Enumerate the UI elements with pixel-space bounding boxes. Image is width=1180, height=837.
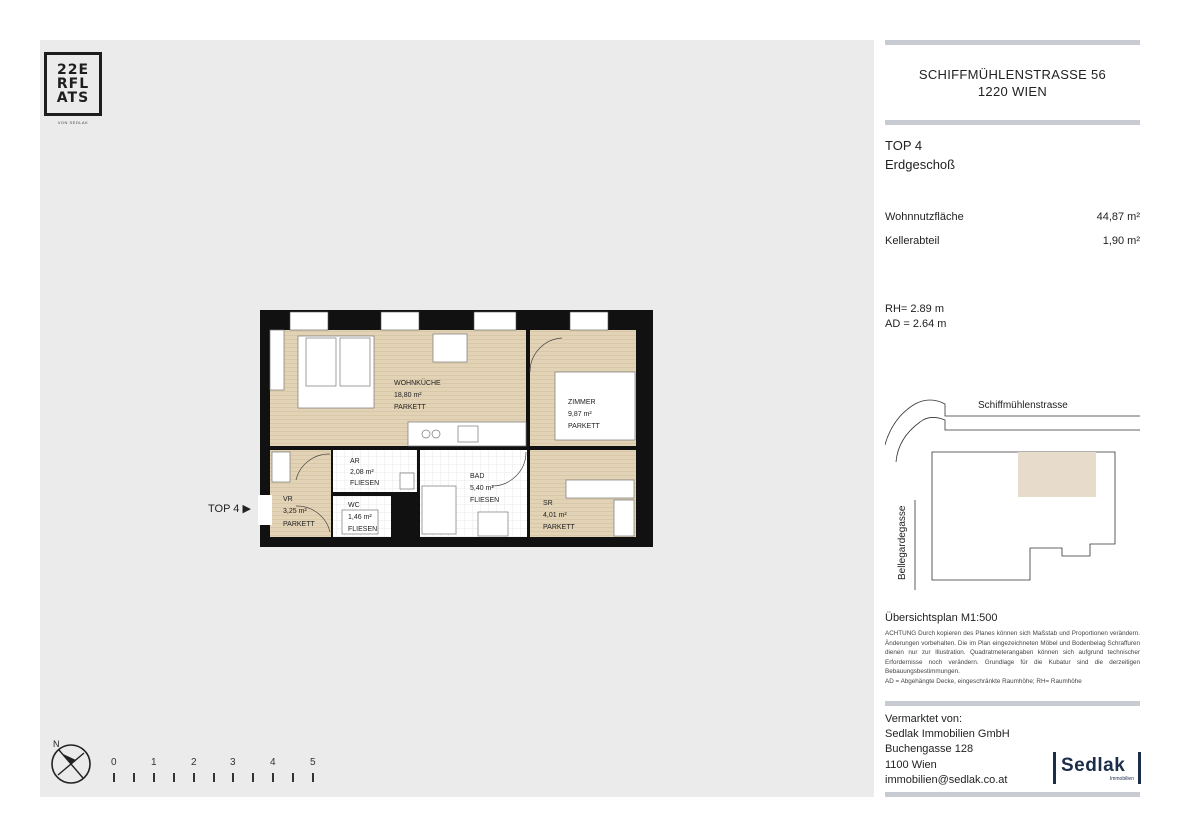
project-logo (44, 52, 102, 116)
address-block (885, 66, 1140, 100)
scale-label-3: 3 (230, 757, 236, 768)
scale-label-0: 0 (111, 757, 117, 768)
street-label-top: Schiffmühlenstrasse (978, 400, 1068, 411)
room-floor-vr: PARKETT (283, 521, 315, 528)
contact-company: Sedlak Immobilien GmbH (885, 728, 1010, 741)
divider-bottom (885, 792, 1140, 797)
room-floor-bad: FLIESEN (470, 497, 500, 504)
unit-title (885, 136, 955, 174)
room-area-sr: 4,01 m² (543, 512, 567, 519)
entrance-opening (258, 495, 272, 525)
contact-city: 1100 Wien (885, 758, 937, 771)
scale-label-1: 1 (151, 757, 157, 768)
logo-line-1: 22E (56, 62, 90, 78)
disclaimer-note: AD = Abgehängte Decke, eingeschränkte Raumhöhe; RH= Raumhöhe (885, 677, 1082, 685)
info-column (885, 40, 1140, 797)
site-plan-title: Übersichtsplan M1:500 (885, 612, 998, 624)
brand-bar-right (1138, 752, 1141, 784)
divider-top (885, 40, 1140, 45)
room-area-bad: 5,40 m² (470, 485, 494, 492)
room-label-wc: WC (348, 502, 360, 509)
room-floor-sr: PARKETT (543, 524, 575, 531)
room-height-ad: AD = 2.64 m (885, 318, 947, 330)
street-label-left: Bellegardegasse (897, 505, 908, 580)
contact-block (885, 712, 1010, 788)
area-value: 44,87 m² (1096, 211, 1140, 223)
contact-street: Buchengasse 128 (885, 743, 974, 756)
compass-icon (50, 738, 94, 786)
room-area-vr: 3,25 m² (283, 508, 307, 515)
room-floor-zimmer: PARKETT (568, 423, 600, 430)
floor-corridor (530, 450, 636, 478)
scale-label-5: 5 (310, 757, 316, 768)
site-plan (885, 395, 1140, 595)
room-label-vr: VR (283, 496, 293, 503)
sedlak-logo (1053, 752, 1141, 784)
room-floor-ar: FLIESEN (350, 480, 380, 487)
brand-sub: Immobilien (1109, 776, 1134, 782)
area-row-kellerabteil (885, 235, 1140, 247)
divider-address (885, 120, 1140, 125)
room-area-wohnkueche: 18,80 m² (394, 392, 422, 399)
room-floor-wc: FLIESEN (348, 526, 378, 533)
room-heights (885, 302, 946, 332)
logo-line-2: RFL (56, 76, 90, 92)
room-height-rh: RH= 2.89 m (885, 303, 944, 315)
brand-bar-left (1053, 752, 1056, 784)
address-city: 1220 WIEN (977, 84, 1048, 99)
room-area-wc: 1,46 m² (348, 514, 372, 521)
area-label: Wohnnutzfläche (885, 211, 964, 223)
floorplan-drawing (258, 308, 656, 550)
room-label-ar: AR (350, 458, 360, 465)
area-value: 1,90 m² (1102, 235, 1140, 247)
room-label-wohnkueche: WOHNKÜCHE (394, 380, 441, 387)
contact-intro: Vermarktet von: (885, 713, 963, 725)
logo-subtitle: VON SEDLAK (57, 120, 89, 125)
unit-floor: Erdgeschoß (885, 157, 956, 172)
room-label-zimmer: ZIMMER (568, 399, 596, 406)
room-area-ar: 2,08 m² (350, 469, 374, 476)
divider-contact (885, 701, 1140, 706)
logo-line-3: ATS (56, 90, 90, 106)
area-row-wohnnutzflaeche (885, 211, 1140, 223)
brand-name: Sedlak (1061, 755, 1126, 776)
compass-letter: N (53, 739, 60, 749)
site-plan-highlight (1018, 452, 1096, 497)
room-label-bad: BAD (470, 473, 485, 480)
disclaimer-text: ACHTUNG Durch kopieren des Planes können sich Maßstab und Proportionen verändern. Änderungen vorbehalten. Die im Plan eingezeichneten Möbel und Bodenbelag Schraffuren dienen nur zur Illustration. Quadratmeterangaben können sich aufgrund technischer Erfordernisse noch verändern. Grundlage für die Kubatur sind die derzeitigen Bebauungsbestimmungen. (885, 630, 1140, 675)
area-label: Kellerabteil (885, 235, 940, 247)
room-label-sr: SR (543, 500, 553, 507)
unit-top: TOP 4 (885, 138, 923, 153)
room-area-zimmer: 9,87 m² (568, 411, 592, 418)
entrance-label: TOP 4 ▶ (208, 503, 251, 515)
scale-label-4: 4 (270, 757, 276, 768)
room-floor-wohnkueche: PARKETT (394, 404, 426, 411)
contact-email[interactable]: immobilien@sedlak.co.at (885, 773, 1008, 786)
scale-label-2: 2 (191, 757, 197, 768)
disclaimer (885, 629, 1140, 686)
address-street: SCHIFFMÜHLENSTRASSE 56 (918, 67, 1107, 82)
